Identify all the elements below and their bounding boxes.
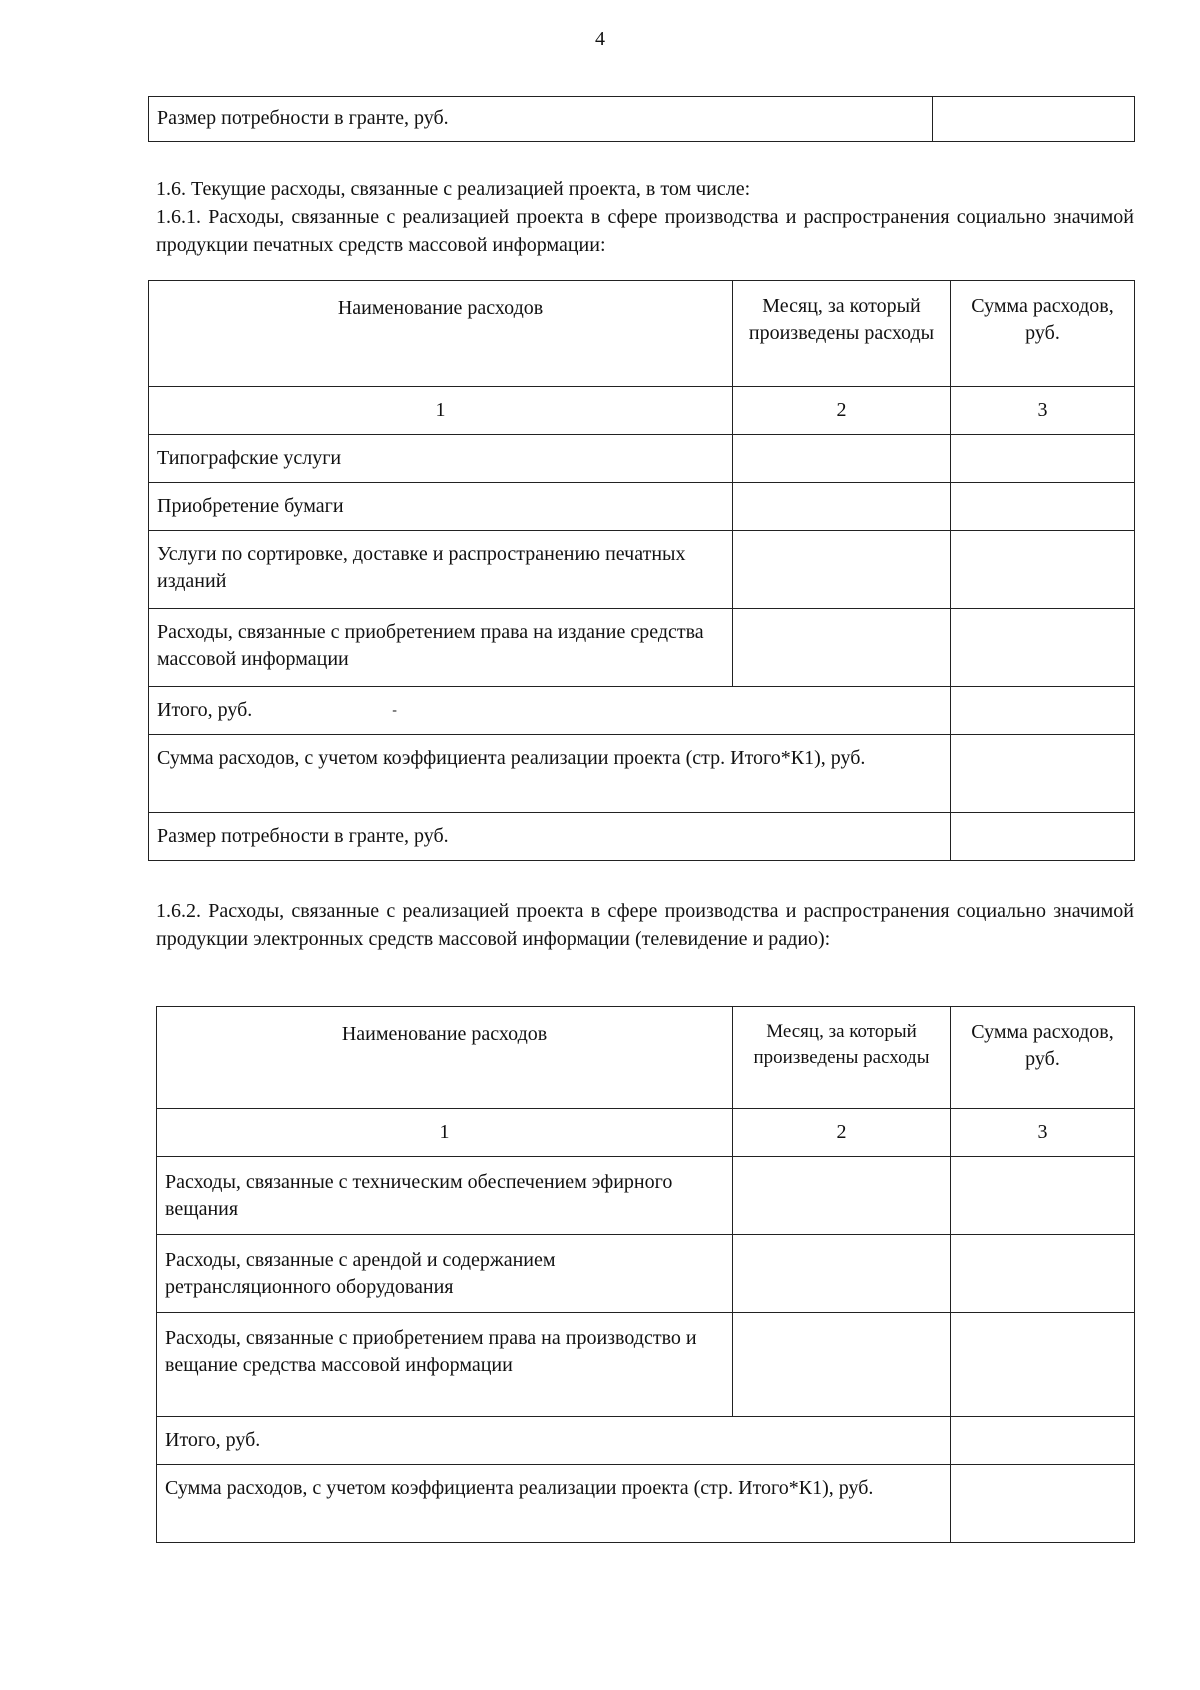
- col-header-expense-name: Наименование расходов: [149, 281, 733, 387]
- column-numbers-row: [157, 1109, 1135, 1157]
- total-row: [149, 687, 1135, 735]
- section-1-6-1-text: 1.6.1. Расходы, связанные с реализацией проекта в сфере производства и распространения социально значимой продукции печатных средств массовой информации:: [156, 206, 1134, 256]
- expense-name: Расходы, связанные с арендой и содержанием ретрансляционного оборудования: [157, 1235, 733, 1313]
- grant-size-value: [933, 97, 1135, 142]
- expense-month: [733, 1157, 951, 1235]
- expense-month: [733, 1235, 951, 1313]
- expense-month: [733, 435, 951, 483]
- electronic-media-expenses-table: [156, 1006, 1135, 1543]
- table-header-row: [157, 1007, 1135, 1109]
- section-1-6-heading: 1.6. Текущие расходы, связанные с реализацией проекта, в том числе:: [156, 178, 751, 200]
- col-header-expense-name: Наименование расходов: [157, 1007, 733, 1109]
- table-header-row: [149, 281, 1135, 387]
- expense-month: [733, 531, 951, 609]
- col-header-sum: Сумма расходов, руб.: [951, 281, 1135, 387]
- col-number-3: 3: [951, 1109, 1135, 1157]
- expense-name: Типографские услуги: [149, 435, 733, 483]
- col-number-2: 2: [733, 387, 951, 435]
- table-row: [149, 97, 1135, 142]
- expense-sum: [951, 435, 1135, 483]
- sum-coefficient-label: Сумма расходов, с учетом коэффициента реализации проекта (стр. Итого*К1), руб.: [157, 1465, 951, 1543]
- expense-name: Расходы, связанные с приобретением права на издание средства массовой информации: [149, 609, 733, 687]
- expense-sum: [951, 609, 1135, 687]
- col-number-2: 2: [733, 1109, 951, 1157]
- col-header-month: Месяц, за который произведены расходы: [733, 281, 951, 387]
- expense-sum: [951, 531, 1135, 609]
- expense-name: Расходы, связанные с приобретением права на производство и вещание средства массовой информации: [157, 1313, 733, 1417]
- total-label: Итого, руб.: [157, 699, 253, 721]
- total-label-cell: [149, 687, 951, 735]
- total-label: Итого, руб.: [157, 1417, 951, 1465]
- sum-coefficient-label: Сумма расходов, с учетом коэффициента реализации проекта (стр. Итого*К1), руб.: [149, 735, 951, 813]
- table-row: [149, 609, 1135, 687]
- table-row: [157, 1157, 1135, 1235]
- expense-sum: [951, 1235, 1135, 1313]
- print-media-expenses-table: [148, 280, 1135, 861]
- sum-coefficient-row: [157, 1465, 1135, 1543]
- sum-coefficient-row: [149, 735, 1135, 813]
- expense-name: Услуги по сортировке, доставке и распространению печатных изданий: [149, 531, 733, 609]
- grant-row: [149, 813, 1135, 861]
- table-row: [149, 483, 1135, 531]
- col-number-3: 3: [951, 387, 1135, 435]
- expense-sum: [951, 1157, 1135, 1235]
- sum-coefficient-value: [951, 1465, 1135, 1543]
- grant-size-label: Размер потребности в гранте, руб.: [149, 97, 933, 142]
- expense-name: Расходы, связанные с техническим обеспечением эфирного вещания: [157, 1157, 733, 1235]
- col-header-sum: Сумма расходов, руб.: [951, 1007, 1135, 1109]
- total-row: [157, 1417, 1135, 1465]
- col-number-1: 1: [149, 387, 733, 435]
- expense-month: [733, 483, 951, 531]
- total-sum: [951, 1417, 1135, 1465]
- expense-month: [733, 609, 951, 687]
- page-number: 4: [595, 28, 605, 50]
- grant-size-table: [148, 96, 1135, 142]
- section-1-6-2-text: 1.6.2. Расходы, связанные с реализацией проекта в сфере производства и распространения социально значимой продукции электронных средств массовой информации (телевидение и радио):: [156, 900, 1134, 950]
- expense-name: Приобретение бумаги: [149, 483, 733, 531]
- col-number-1: 1: [157, 1109, 733, 1157]
- table-row: [157, 1313, 1135, 1417]
- column-numbers-row: [149, 387, 1135, 435]
- total-sum: [951, 687, 1135, 735]
- table-row: [149, 531, 1135, 609]
- expense-month: [733, 1313, 951, 1417]
- table-row: [157, 1235, 1135, 1313]
- grant-value: [951, 813, 1135, 861]
- grant-label: Размер потребности в гранте, руб.: [149, 813, 951, 861]
- total-mark: -: [392, 703, 397, 718]
- expense-sum: [951, 1313, 1135, 1417]
- table-row: [149, 435, 1135, 483]
- expense-sum: [951, 483, 1135, 531]
- col-header-month: Месяц, за который произведены расходы: [733, 1007, 951, 1109]
- sum-coefficient-value: [951, 735, 1135, 813]
